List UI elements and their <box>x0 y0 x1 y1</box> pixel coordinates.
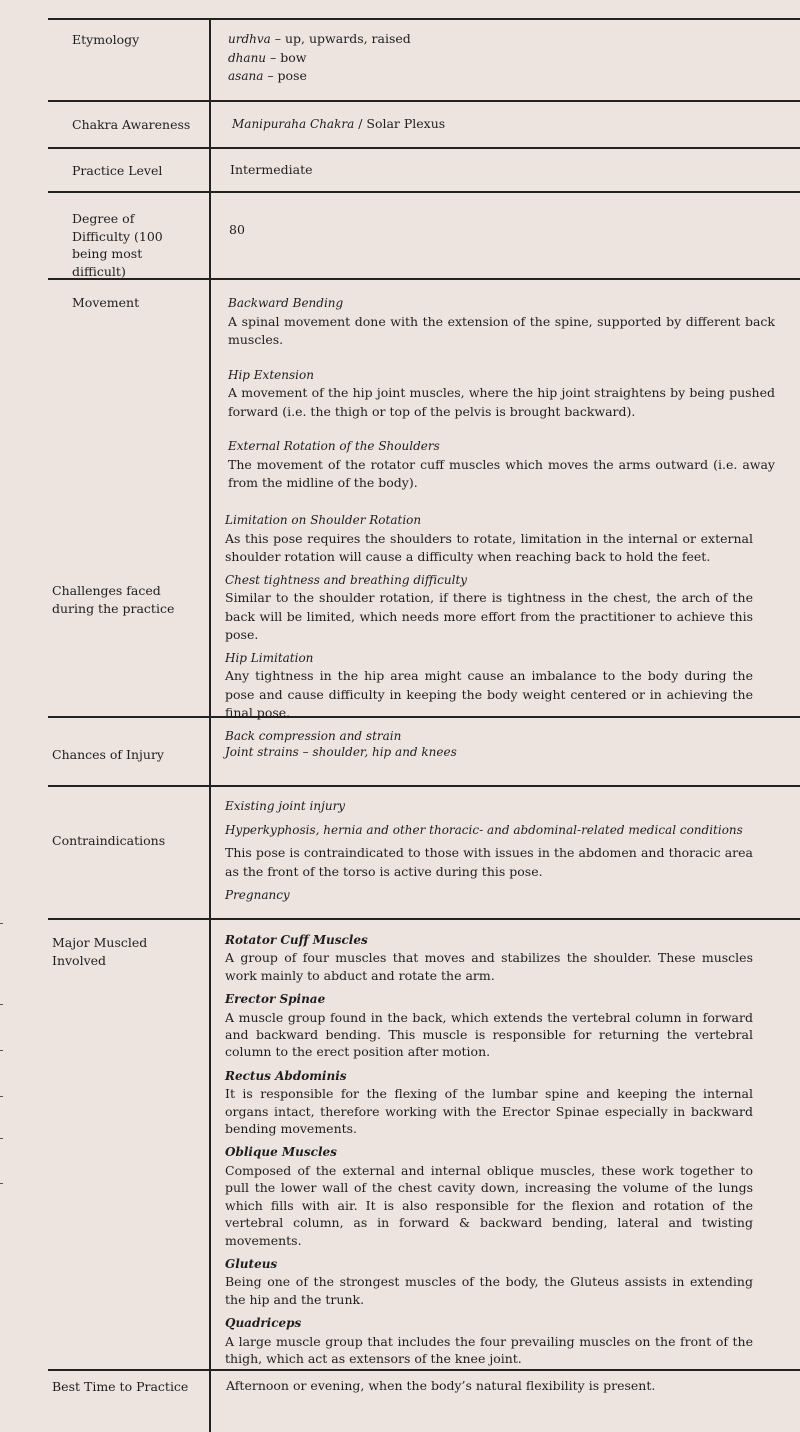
muscle-title: Erector Spinae <box>225 992 326 1007</box>
term: asana <box>228 69 264 83</box>
row-divider <box>48 191 800 193</box>
chakra-label: Chakra Awareness <box>72 117 191 132</box>
muscle-title: Gluteus <box>225 1256 278 1271</box>
term: dhanu <box>228 50 267 65</box>
movement-title: Backward Bending <box>228 296 344 310</box>
etymology-label: Etymology <box>72 32 140 47</box>
muscle-title: Rotator Cuff Muscles <box>225 933 368 947</box>
best-time-label: Best Time to Practice <box>52 1379 189 1394</box>
movement-text: The movement of the rotator cuff muscles which moves the arms outward (i.e. away from the midline of the body). <box>228 456 775 490</box>
meaning: – bow <box>266 49 307 65</box>
challenges-list <box>225 511 753 723</box>
challenge-title: Limitation on Shoulder Rotation <box>225 513 422 527</box>
chakra-name: Manipuraha Chakra <box>232 117 355 131</box>
challenge-text: Similar to the shoulder rotation, if there is tightness in the chest, the arch of the back will be limited, which needs more effort from the practitioner to achieve this pose. <box>225 590 753 642</box>
movement-text: A spinal movement done with the extension of the spine, supported by different back muscles. <box>228 313 775 347</box>
etymology-line <box>228 30 788 49</box>
row-divider <box>48 100 800 102</box>
muscle-text: It is responsible for the flexing of the lumbar spine and keeping the internal organs intact, therefore working with the Erector Spinae especially in backward bending movements. <box>225 1086 753 1137</box>
level-value: Intermediate <box>230 162 313 177</box>
difficulty-label: Degree of Difficulty (100 being most difficult) <box>72 211 163 279</box>
muscle-text: A large muscle group that includes the four prevailing muscles on the front of the thigh, which act as extensors of the knee joint. <box>225 1333 753 1366</box>
muscle-text: Being one of the strongest muscles of the body, the Gluteus assists in extending the hip and the trunk. <box>225 1274 753 1307</box>
row-divider <box>48 918 800 920</box>
row-divider <box>48 785 800 787</box>
challenges-label: Challenges faced during the practice <box>52 583 175 616</box>
movement-title: Hip Extension <box>228 367 314 382</box>
column-divider <box>209 18 211 1432</box>
etymology-line <box>228 49 788 68</box>
challenge-title: Chest tightness and breathing difficulty <box>225 572 468 587</box>
etymology-line <box>228 67 788 86</box>
margin-tick <box>0 1004 3 1005</box>
meaning: – pose <box>263 68 307 83</box>
difficulty-value: 80 <box>229 222 245 237</box>
margin-tick <box>0 1138 3 1139</box>
muscle-title: Rectus Abdominis <box>225 1068 347 1083</box>
margin-tick <box>0 923 3 924</box>
muscle-text: A group of four muscles that moves and stabilizes the shoulder. These muscles work mainly to abduct and rotate the arm. <box>225 950 753 983</box>
injury-label: Chances of Injury <box>52 747 164 762</box>
injury-item: Back compression and strain <box>225 729 402 743</box>
etymology-list <box>228 30 788 86</box>
contra-item: Hyperkyphosis, hernia and other thoracic- and abdominal-related medical conditions <box>225 822 743 837</box>
row-divider <box>48 147 800 149</box>
margin-tick <box>0 1096 3 1097</box>
movement-text: A movement of the hip joint muscles, where the hip joint straightens by being pushed forward (i.e. the thigh or top of the pelvis is brought backward). <box>228 385 775 419</box>
muscle-text: Composed of the external and internal oblique muscles, these work together to pull the lower wall of the chest cavity down, increasing the volume of the lungs which fills with air. It is also responsible for the flexion and rotation of the vertebral column, as in forward & backward bending, lateral and twisting movements. <box>225 1162 753 1248</box>
movement-list <box>228 294 775 493</box>
challenge-text: Any tightness in the hip area might cause an imbalance to the body during the pose and cause difficulty in keeping the body weight centered or in achieving the final pose. <box>225 668 753 720</box>
row-divider <box>48 18 800 20</box>
muscle-title: Quadriceps <box>225 1316 302 1331</box>
row-divider <box>48 1369 800 1371</box>
margin-tick <box>0 1050 3 1051</box>
term: urdhva <box>228 32 271 46</box>
contra-list <box>225 797 753 905</box>
level-label: Practice Level <box>72 163 163 178</box>
movement-title: External Rotation of the Shoulders <box>228 439 440 453</box>
muscles-list <box>225 932 753 1367</box>
challenge-title: Hip Limitation <box>225 650 314 665</box>
chakra-value <box>232 115 788 134</box>
movement-label: Movement <box>72 295 140 310</box>
contra-label: Contraindications <box>52 833 166 848</box>
contra-item: Pregnancy <box>225 888 290 902</box>
challenge-text: As this pose requires the shoulders to rotate, limitation in the internal or external shoulder rotation will cause a difficulty when reaching back to hold the feet. <box>225 530 753 564</box>
chakra-rest: / Solar Plexus <box>354 116 446 131</box>
margin-tick <box>0 1183 3 1184</box>
injury-item: Joint strains – shoulder, hip and knees <box>225 745 457 759</box>
meaning: – up, upwards, raised <box>270 31 411 46</box>
injury-list <box>225 728 765 760</box>
muscles-label: Major Muscled Involved <box>52 935 148 968</box>
muscle-text: A muscle group found in the back, which extends the vertebral column in forward and backward bending. This muscle is responsible for returning the vertebral column to the erect position after motion. <box>225 1009 753 1060</box>
contra-item: Existing joint injury <box>225 799 346 813</box>
muscle-title: Oblique Muscles <box>225 1145 337 1160</box>
contra-text: This pose is contraindicated to those with issues in the abdomen and thoracic area as the front of the torso is active during this pose. <box>225 845 753 879</box>
best-time-value: Afternoon or evening, when the body’s natural flexibility is present. <box>226 1378 656 1393</box>
